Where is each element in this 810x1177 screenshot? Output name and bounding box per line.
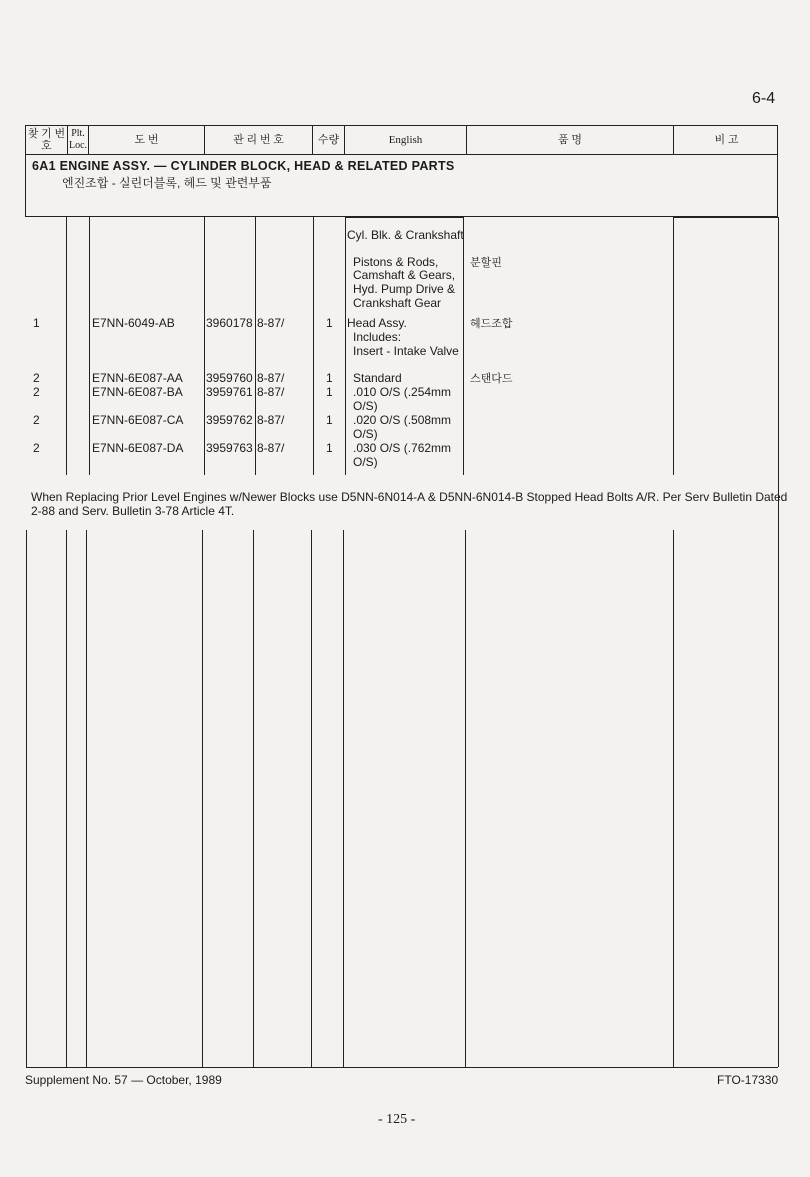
part-no: E7NN-6E087-AA [92,371,183,385]
english-desc: .020 O/S (.508mm [353,413,452,427]
col-english: English [345,126,467,154]
english-desc: O/S) [353,399,378,413]
qty: 1 [326,441,333,455]
english-desc: Head Assy. [347,316,407,330]
mgmt-no: 3959761 [206,385,253,399]
english-desc: O/S) [353,427,378,441]
page-footer-number: - 125 - [378,1112,416,1127]
english-desc: Standard [353,371,402,385]
english-desc: .030 O/S (.762mm [353,441,452,455]
english-desc: Pistons & Rods, [353,255,439,269]
col-remarks: 비 고 [714,134,739,146]
col-qty: 수량 [313,126,345,154]
mgmt-no: 3959762 [206,413,253,427]
col-find-no: 찾 기 번 호 [26,126,68,154]
find-no: 2 [33,371,40,385]
section-subtitle: 엔진조합 - 실린더블록, 헤드 및 관련부품 [62,176,272,190]
mgmt-no: 3959763 [206,441,253,455]
date: 8-87/ [257,413,285,427]
find-no: 1 [33,316,40,330]
supplement-label: Supplement No. 57 — October, 1989 [25,1073,222,1087]
form-number: FTO-17330 [717,1073,779,1087]
english-desc: Hyd. Pump Drive & [353,282,456,296]
date: 8-87/ [257,371,285,385]
page-number: 6-4 [752,90,776,107]
korean-name: 헤드조합 [470,318,513,330]
date: 8-87/ [257,441,285,455]
date: 8-87/ [257,385,285,399]
english-desc: Includes: [353,330,402,344]
english-desc: Insert - Intake Valve [353,344,459,358]
col-drawing-no: 도 번 [89,126,205,154]
part-no: E7NN-6E087-CA [92,413,184,427]
qty: 1 [326,385,333,399]
col-item-name: 품 명 [467,126,674,154]
col-plt-loc: Plt. Loc. [68,126,89,154]
find-no: 2 [33,441,40,455]
korean-name: 분할핀 [470,257,502,269]
qty: 1 [326,316,333,330]
english-desc: .010 O/S (.254mm [353,385,452,399]
find-no: 2 [33,413,40,427]
part-no: E7NN-6E087-DA [92,441,184,455]
english-desc: Camshaft & Gears, [353,268,456,282]
mgmt-no: 3959760 [206,371,253,385]
find-no: 2 [33,385,40,399]
qty: 1 [326,371,333,385]
qty: 1 [326,413,333,427]
korean-name: 스탠다드 [470,373,513,385]
part-no: E7NN-6E087-BA [92,385,183,399]
english-desc: Cyl. Blk. & Crankshaft [347,228,464,242]
table-header [25,125,778,155]
date: 8-87/ [257,316,285,330]
col-mgmt-no: 관 리 번 호 [205,126,313,154]
english-desc: O/S) [353,455,378,469]
section-title: 6A1 ENGINE ASSY. — CYLINDER BLOCK, HEAD & RELATED PARTS [32,159,455,173]
english-desc: Crankshaft Gear [353,296,442,310]
service-note: When Replacing Prior Level Engines w/Newer Blocks use D5NN-6N014-A & D5NN-6N014-B Stopped Head Bolts A/R. Per Serv Bulletin Dated 2-88 and Serv. Bulletin 3-78 Article 4T. [31,490,788,518]
part-no: E7NN-6049-AB [92,316,175,330]
mgmt-no: 3960178 [206,316,253,330]
